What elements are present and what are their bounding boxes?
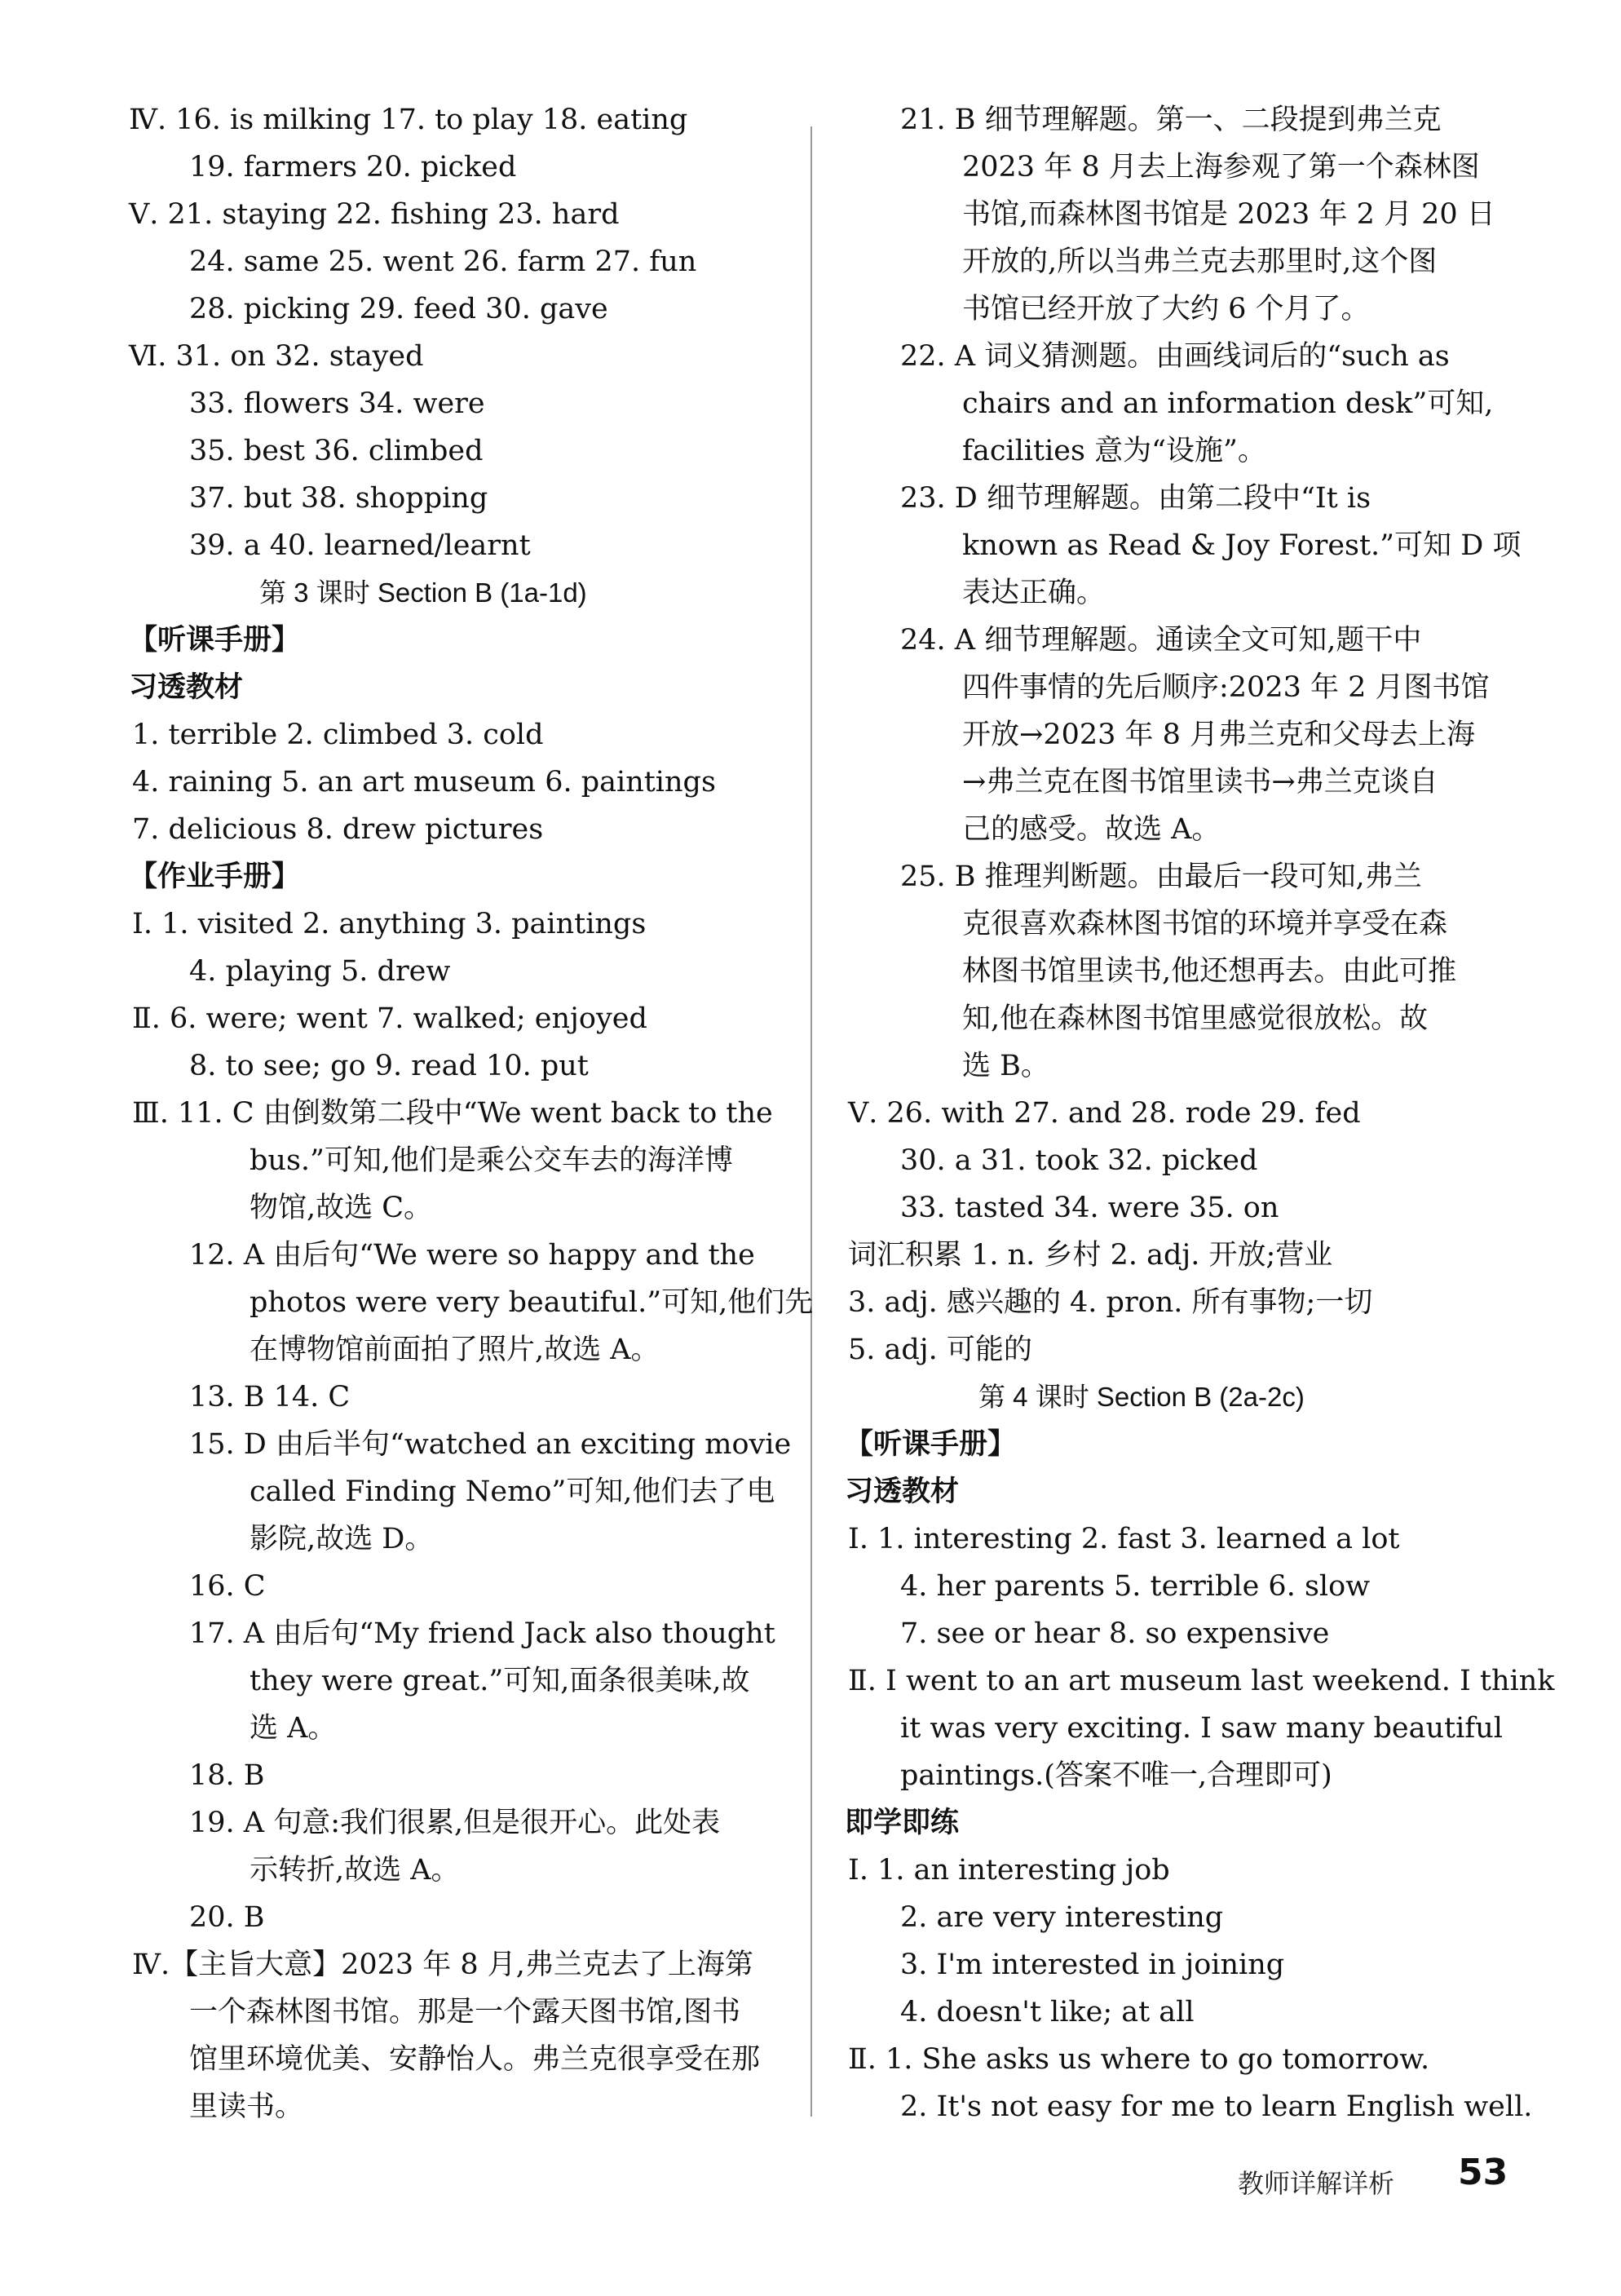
left-line: 18. B (189, 1759, 265, 1792)
right-line: 3. adj. 感兴趣的 4. pron. 所有事物;一切 (848, 1286, 1373, 1319)
right-line: 4. her parents 5. terrible 6. slow (900, 1570, 1371, 1603)
left-line: 35. best 36. climbed (189, 435, 484, 467)
left-line: Ⅲ. 11. C 由倒数第二段中“We went back to the (132, 1097, 773, 1130)
left-line: 影院,故选 D。 (250, 1523, 434, 1555)
right-line: 3. I'm interested in joining (900, 1949, 1285, 1981)
right-line: Ⅱ. I went to an art museum last weekend. I think (848, 1665, 1555, 1697)
left-line: 28. picking 29. feed 30. gave (189, 293, 608, 325)
left-line: 习透教材 (129, 671, 244, 704)
left-line: 20. B (189, 1901, 265, 1934)
left-line: 24. same 25. went 26. farm 27. fun (189, 246, 697, 278)
footer-label: 教师详解详析 (1238, 2168, 1395, 2199)
left-line: 19. farmers 20. picked (189, 151, 517, 184)
right-line: Ⅰ. 1. interesting 2. fast 3. learned a lot (848, 1523, 1400, 1555)
right-line: 25. B 推理判断题。由最后一段可知,弗兰 (900, 860, 1422, 893)
right-line: 表达正确。 (962, 577, 1106, 609)
left-line: 1. terrible 2. climbed 3. cold (132, 719, 544, 751)
left-line: Ⅰ. 1. visited 2. anything 3. paintings (132, 908, 647, 940)
right-line: 23. D 细节理解题。由第二段中“It is (900, 482, 1371, 515)
left-line: 33. flowers 34. were (189, 387, 485, 420)
left-line: Ⅳ. 16. is milking 17. to play 18. eating (129, 104, 688, 136)
right-line: 【听课手册】 (845, 1428, 1017, 1461)
right-line: it was very exciting. I saw many beautiful (900, 1712, 1503, 1745)
left-line: 物馆,故选 C。 (250, 1192, 433, 1224)
right-line: 第 4 课时 Section B (2a-2c) (978, 1382, 1305, 1412)
left-line: 15. D 由后半句“watched an exciting movie (189, 1428, 792, 1461)
column-divider (810, 126, 812, 2117)
left-line: bus.”可知,他们是乘公交车去的海洋博 (250, 1144, 734, 1177)
right-line: known as Read & Joy Forest.”可知 D 项 (962, 529, 1522, 562)
right-line: 30. a 31. took 32. picked (900, 1144, 1258, 1177)
left-line: 【听课手册】 (129, 624, 301, 657)
right-line: 即学即练 (845, 1807, 960, 1839)
left-line: 选 A。 (250, 1712, 337, 1745)
right-line: 33. tasted 34. were 35. on (900, 1192, 1279, 1224)
left-line: 里读书。 (189, 2090, 304, 2123)
left-line: 12. A 由后句“We were so happy and the (189, 1239, 755, 1272)
right-line: facilities 意为“设施”。 (962, 435, 1266, 467)
left-line: 37. but 38. shopping (189, 482, 488, 515)
right-line: 21. B 细节理解题。第一、二段提到弗兰克 (900, 104, 1442, 136)
right-line: Ⅱ. 1. She asks us where to go tomorrow. (848, 2043, 1430, 2076)
right-line: →弗兰克在图书馆里读书→弗兰克谈自 (962, 766, 1438, 799)
right-line: 2023 年 8 月去上海参观了第一个森林图 (962, 151, 1480, 184)
right-line: 5. adj. 可能的 (848, 1334, 1032, 1366)
right-line: 知,他在森林图书馆里感觉很放松。故 (962, 1002, 1429, 1035)
right-line: 22. A 词义猜测题。由画线词后的“such as (900, 340, 1450, 373)
right-line: 四件事情的先后顺序:2023 年 2 月图书馆 (962, 671, 1490, 704)
left-line: 39. a 40. learned/learnt (189, 529, 531, 562)
left-line: 一个森林图书馆。那是一个露天图书馆,图书 (189, 1996, 741, 2028)
left-line: called Finding Nemo”可知,他们去了电 (250, 1475, 775, 1508)
right-line: Ⅰ. 1. an interesting job (848, 1854, 1170, 1887)
right-line: 克很喜欢森林图书馆的环境并享受在森 (962, 908, 1448, 940)
right-line: 7. see or hear 8. so expensive (900, 1617, 1330, 1650)
right-line: 4. doesn't like; at all (900, 1996, 1195, 2028)
right-line: 习透教材 (845, 1475, 960, 1508)
right-line: 开放→2023 年 8 月弗兰克和父母去上海 (962, 719, 1476, 751)
left-line: 第 3 课时 Section B (1a-1d) (259, 577, 587, 608)
right-line: 林图书馆里读书,他还想再去。由此可推 (962, 955, 1457, 988)
left-line: photos were very beautiful.”可知,他们先 (250, 1286, 814, 1319)
right-line: 书馆已经开放了大约 6 个月了。 (962, 293, 1370, 325)
left-line: 示转折,故选 A。 (250, 1854, 460, 1887)
right-line: paintings.(答案不唯一,合理即可) (900, 1759, 1332, 1792)
left-line: 4. raining 5. an art museum 6. paintings (132, 766, 716, 799)
left-line: 19. A 句意:我们很累,但是很开心。此处表 (189, 1807, 721, 1839)
left-line: 17. A 由后句“My friend Jack also thought (189, 1617, 775, 1650)
right-line: 书馆,而森林图书馆是 2023 年 2 月 20 日 (962, 198, 1495, 231)
left-line: Ⅱ. 6. were; went 7. walked; enjoyed (132, 1002, 647, 1035)
left-line: 7. delicious 8. drew pictures (132, 813, 544, 846)
left-line: 在博物馆前面拍了照片,故选 A。 (250, 1334, 660, 1366)
right-line: Ⅴ. 26. with 27. and 28. rode 29. fed (848, 1097, 1361, 1130)
right-line: 2. are very interesting (900, 1901, 1224, 1934)
right-line: 24. A 细节理解题。通读全文可知,题干中 (900, 624, 1422, 657)
left-line: Ⅴ. 21. staying 22. fishing 23. hard (129, 198, 620, 231)
left-line: 16. C (189, 1570, 266, 1603)
right-line: 开放的,所以当弗兰克去那里时,这个图 (962, 246, 1438, 278)
left-line: 8. to see; go 9. read 10. put (189, 1050, 589, 1082)
left-line: 【作业手册】 (129, 860, 301, 893)
right-line: 选 B。 (962, 1050, 1049, 1082)
right-line: 词汇积累 1. n. 乡村 2. adj. 开放;营业 (848, 1239, 1333, 1272)
right-line: chairs and an information desk”可知, (962, 387, 1494, 420)
page-number: 53 (1458, 2152, 1508, 2193)
left-line: Ⅳ.【主旨大意】2023 年 8 月,弗兰克去了上海第 (132, 1949, 753, 1981)
right-line: 2. It's not easy for me to learn English well. (900, 2090, 1533, 2123)
left-line: 馆里环境优美、安静怡人。弗兰克很享受在那 (189, 2043, 761, 2076)
left-line: 4. playing 5. drew (189, 955, 451, 988)
left-line: Ⅵ. 31. on 32. stayed (129, 340, 424, 373)
left-line: 13. B 14. C (189, 1381, 351, 1413)
right-line: 己的感受。故选 A。 (962, 813, 1221, 846)
left-line: they were great.”可知,面条很美味,故 (250, 1665, 750, 1697)
